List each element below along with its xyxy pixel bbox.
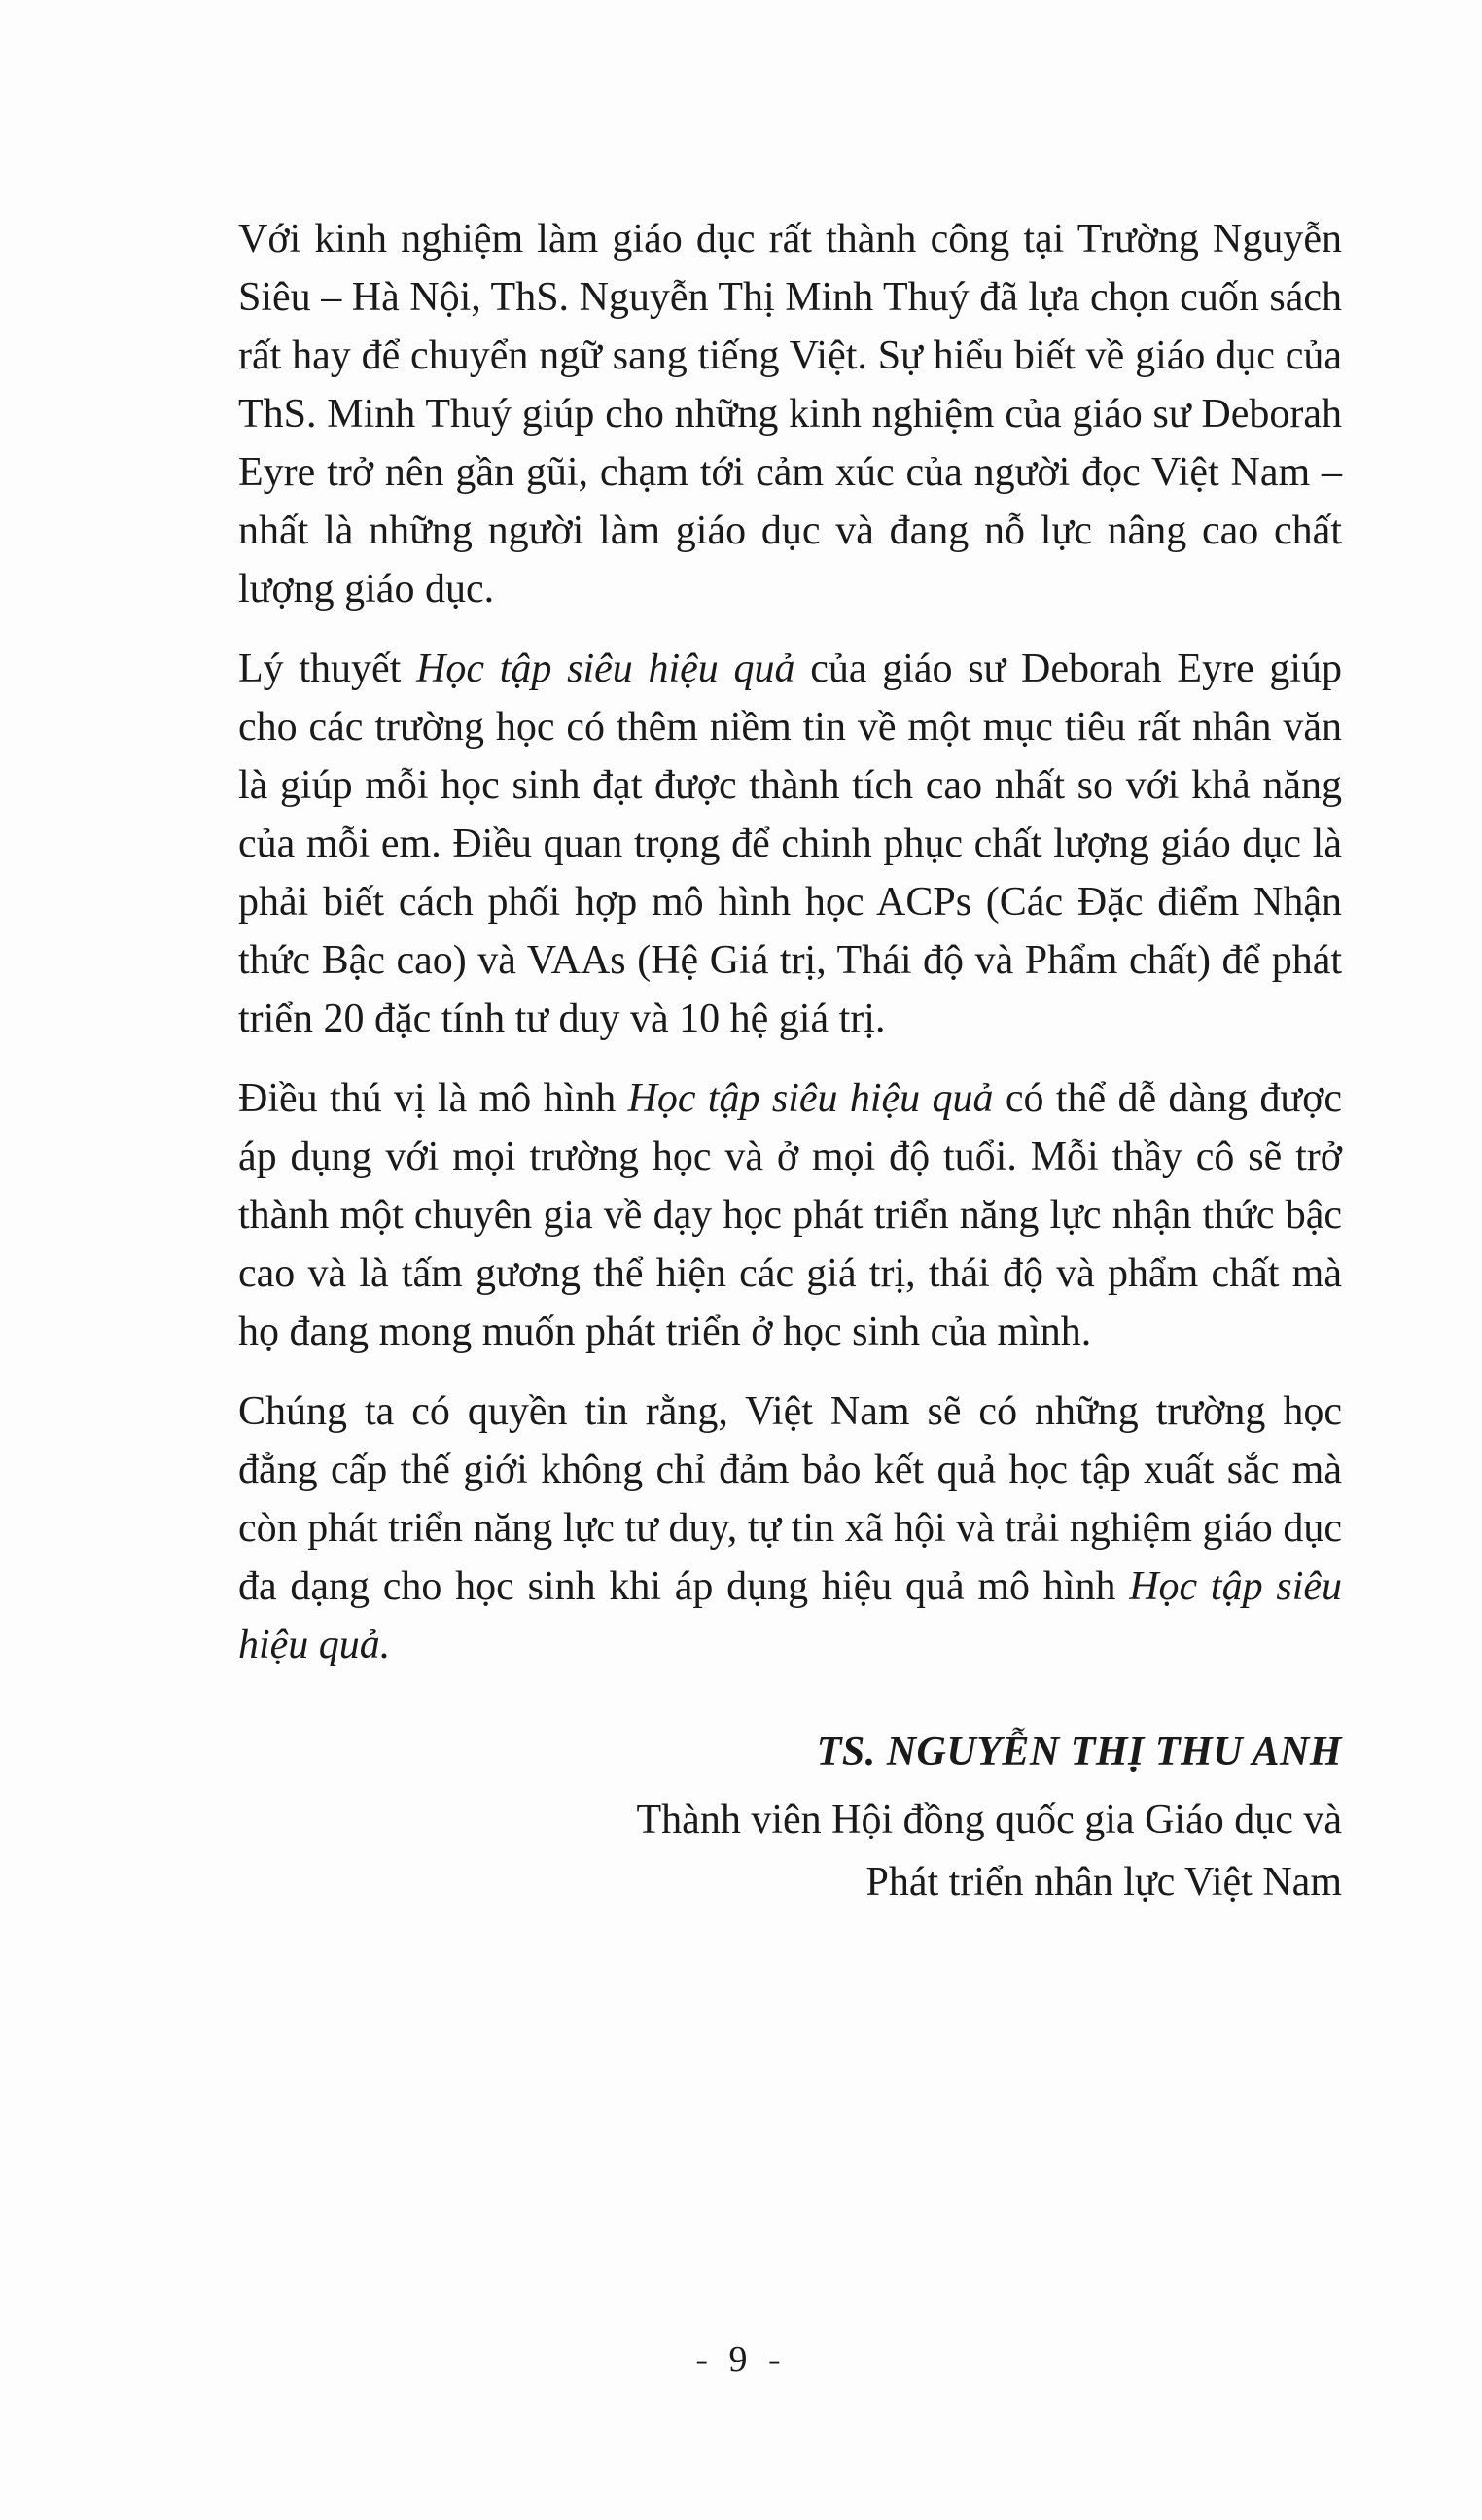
paragraph-2 — [238, 640, 1342, 1048]
paragraph-1-text: Với kinh nghiệm làm giáo dục rất thành công tại Trường Nguyễn Siêu – Hà Nội, ThS. Nguyễn Thị Minh Thuý đã lựa chọn cuốn sách rất hay để chuyển ngữ sang tiếng Việt. Sự hiểu biết về giáo dục của ThS. Minh Thuý giúp cho những kinh nghiệm của giáo sư Deborah Eyre trở nên gần gũi, chạm tới cảm xúc của người đọc Việt Nam – nhất là những người làm giáo dục và đang nỗ lực nâng cao chất lượng giáo dục. — [238, 217, 1342, 612]
paragraph-1 — [238, 210, 1342, 618]
signature-name: TS. NGUYỄN THỊ THU ANH — [816, 1730, 1342, 1774]
paragraph-2-text-b: của giáo sư Deborah Eyre giúp cho các trường học có thêm niềm tin về một mục tiêu rất nhân văn là giúp mỗi học sinh đạt được thành tích cao nhất so với khả năng của mỗi em. Điều quan trọng để chinh phục chất lượng giáo dục là phải biết cách phối hợp mô hình học ACPs (Các Đặc điểm Nhận thức Bậc cao) và VAAs (Hệ Giá trị, Thái độ và Phẩm chất) để phát triển 20 đặc tính tư duy và 10 hệ giá trị. — [238, 647, 1342, 1041]
paragraph-3 — [238, 1069, 1342, 1361]
signature-role-line-2: Phát triển nhân lực Việt Nam — [865, 1860, 1342, 1905]
paragraph-4-text-a: Chúng ta có quyền tin rằng, Việt Nam sẽ có những trường học đẳng cấp thế giới không chỉ đảm bảo kết quả học tập xuất sắc mà còn phát triển năng lực tư duy, tự tin xã hội và trải nghiệm giáo dục đa dạng cho học sinh khi áp dụng hiệu quả mô hình — [238, 1389, 1342, 1609]
body-text — [238, 210, 1342, 1696]
signature-role-line-1: Thành viên Hội đồng quốc gia Giáo dục và — [636, 1798, 1342, 1842]
paragraph-3-text-b: có thể dễ dàng được áp dụng với mọi trường học và ở mọi độ tuổi. Mỗi thầy cô sẽ trở thành một chuyên gia về dạy học phát triển năng lực nhận thức bậc cao và là tấm gương thể hiện các giá trị, thái độ và phẩm chất mà họ đang mong muốn phát triển ở học sinh của mình. — [238, 1076, 1342, 1354]
book-title-italic: Học tập siêu hiệu quả. — [238, 1564, 1343, 1667]
book-title-italic: Học tập siêu hiệu quả — [416, 647, 795, 691]
signature-block — [467, 1721, 1342, 1913]
paragraph-4 — [238, 1382, 1342, 1674]
page-number: - 9 - — [695, 2339, 787, 2380]
paragraph-3-text-a: Điều thú vị là mô hình — [238, 1076, 628, 1121]
paragraph-2-text-a: Lý thuyết — [238, 647, 417, 691]
book-title-italic: Học tập siêu hiệu quả — [627, 1076, 994, 1121]
